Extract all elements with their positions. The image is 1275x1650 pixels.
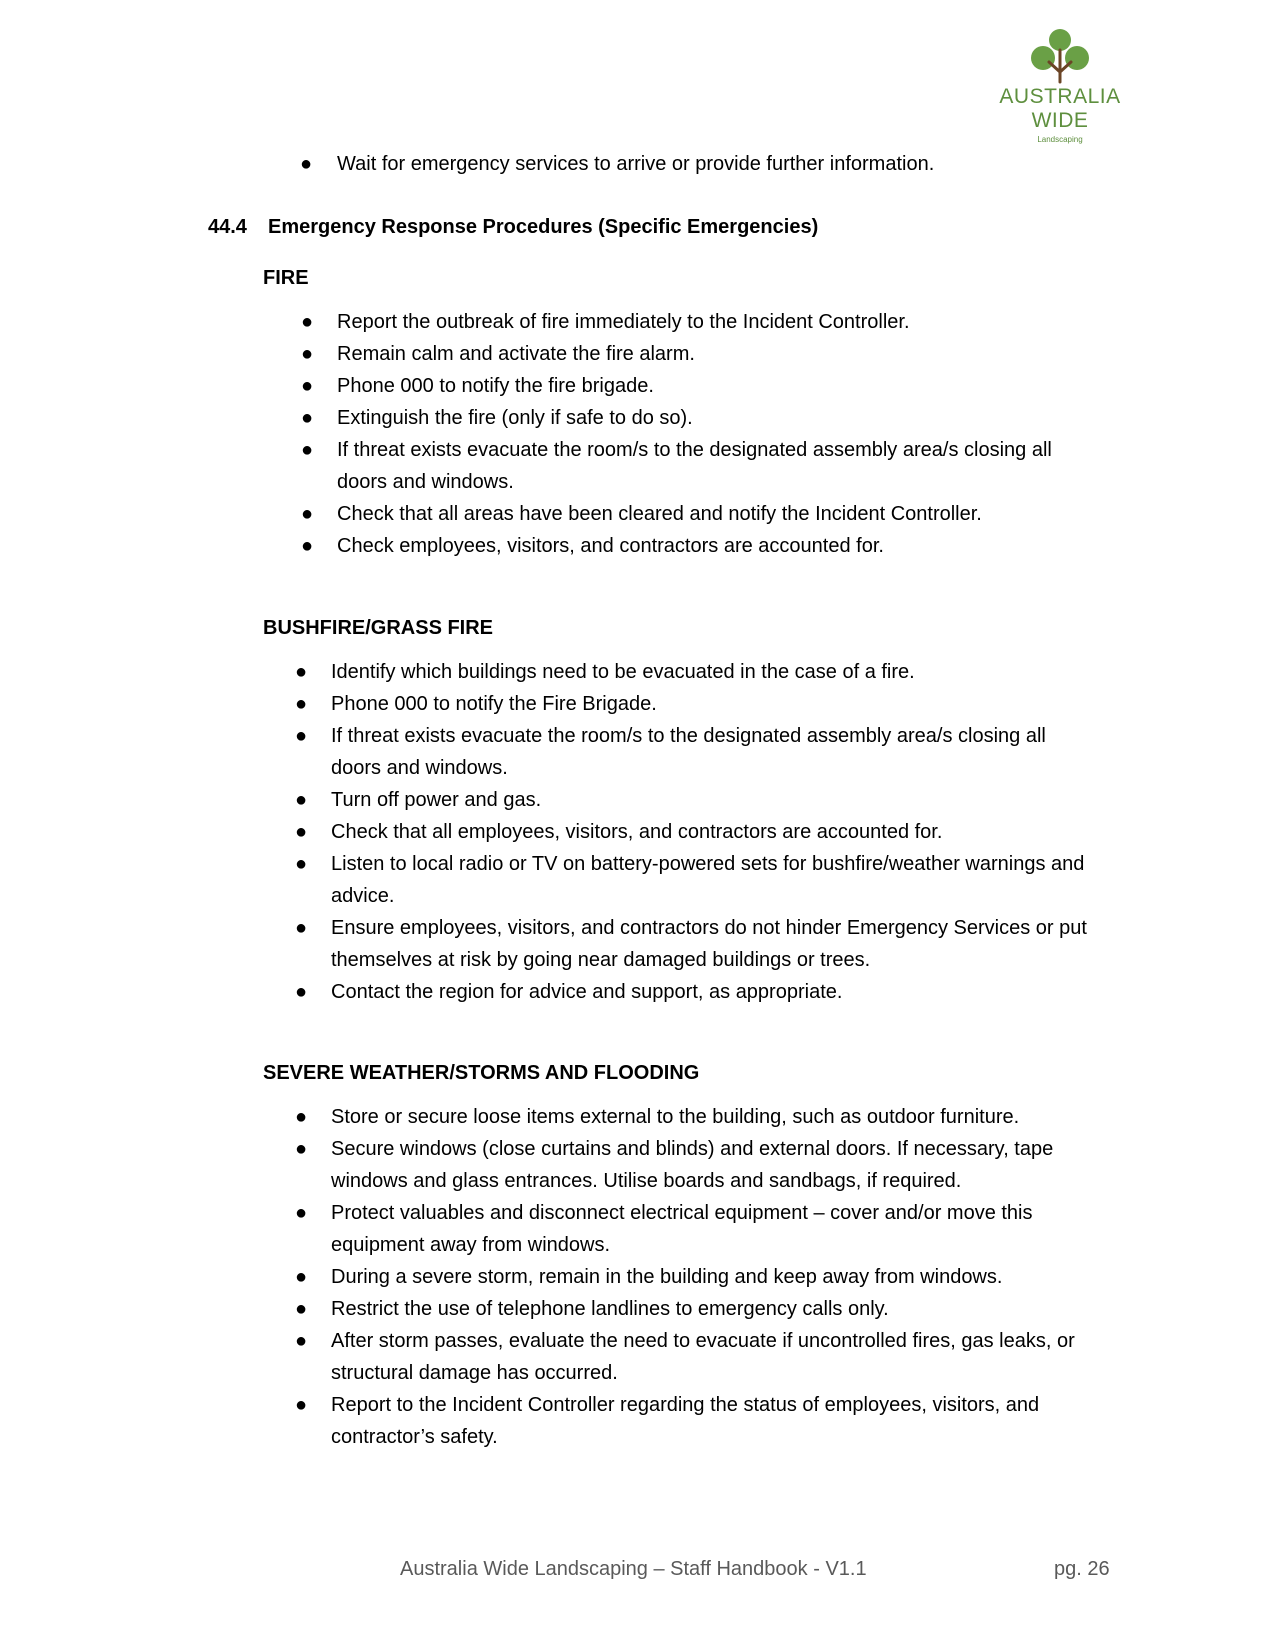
bullet-icon: ● — [295, 1298, 308, 1320]
list-item-text: Check employees, visitors, and contractors are accounted for. — [337, 535, 884, 557]
bullet-icon: ● — [295, 693, 308, 715]
bullet-icon: ● — [295, 821, 308, 843]
list-item-text: During a severe storm, remain in the building and keep away from windows. — [331, 1266, 1003, 1288]
list-item — [295, 720, 1097, 784]
footer-title: Australia Wide Landscaping – Staff Handbook - V1.1 — [400, 1558, 867, 1580]
bullet-icon: ● — [295, 1202, 308, 1224]
bullet-icon: ● — [301, 311, 314, 333]
list-item-text: Phone 000 to notify the fire brigade. — [337, 375, 654, 397]
section-number: 44.4 — [208, 216, 247, 238]
list-item-text: Store or secure loose items external to the building, such as outdoor furniture. — [331, 1106, 1020, 1128]
list-item-text: If threat exists evacuate the room/s to the designated assembly area/s closing all doors and windows. — [331, 725, 1046, 779]
logo-line-2: WIDE — [1031, 109, 1089, 132]
bullet-icon: ● — [301, 439, 314, 461]
page-number: pg. 26 — [1054, 1558, 1110, 1580]
company-logo — [990, 28, 1130, 146]
list-item-text: Secure windows (close curtains and blinds) and external doors. If necessary, tape windows and glass entrances. Utilise boards and sandbags, if required. — [331, 1138, 1054, 1192]
list-item — [295, 1101, 1121, 1133]
list-item — [295, 912, 1097, 976]
bullet-icon: ● — [295, 725, 308, 747]
list-item — [295, 1325, 1121, 1389]
list-item — [295, 1133, 1121, 1197]
bullet-icon: ● — [295, 1330, 308, 1352]
list-item-text: Turn off power and gas. — [331, 789, 542, 811]
list-item-text: Identify which buildings need to be evacuated in the case of a fire. — [331, 661, 915, 683]
bullet-icon: ● — [295, 789, 308, 811]
bullet-icon: ● — [300, 153, 313, 175]
list-item — [295, 1293, 1121, 1325]
bullet-icon: ● — [301, 535, 314, 557]
bullet-icon: ● — [295, 853, 308, 875]
bullet-icon: ● — [295, 1138, 308, 1160]
list-item — [295, 656, 1097, 688]
list-item — [295, 1261, 1121, 1293]
bullet-icon: ● — [295, 1394, 308, 1416]
list-item-text: Check that all employees, visitors, and contractors are accounted for. — [331, 821, 943, 843]
bullet-icon: ● — [301, 343, 314, 365]
bushfire-list — [295, 656, 1097, 1008]
bullet-icon: ● — [295, 661, 308, 683]
list-item — [295, 1389, 1121, 1453]
list-item-text: If threat exists evacuate the room/s to the designated assembly area/s closing all doors and windows. — [337, 439, 1052, 493]
list-item — [301, 530, 1097, 562]
list-item-text: Report the outbreak of fire immediately to the Incident Controller. — [337, 311, 910, 333]
storm-list — [295, 1101, 1121, 1453]
list-item — [301, 370, 1097, 402]
list-item — [301, 498, 1097, 530]
bullet-icon: ● — [301, 407, 314, 429]
bullet-icon: ● — [295, 1266, 308, 1288]
fire-heading: FIRE — [263, 267, 309, 289]
storm-heading: SEVERE WEATHER/STORMS AND FLOODING — [263, 1062, 700, 1084]
list-item-text: After storm passes, evaluate the need to evacuate if uncontrolled fires, gas leaks, or structural damage has occurred. — [331, 1330, 1075, 1384]
list-item-text: Report to the Incident Controller regarding the status of employees, visitors, and contractor’s safety. — [331, 1394, 1040, 1448]
list-item-text: Ensure employees, visitors, and contractors do not hinder Emergency Services or put themselves at risk by going near damaged buildings or trees. — [331, 917, 1087, 971]
tree-logo-icon — [1025, 28, 1095, 84]
bullet-icon: ● — [295, 917, 308, 939]
list-item — [301, 402, 1097, 434]
bullet-icon: ● — [301, 375, 314, 397]
list-item — [295, 688, 1097, 720]
list-item-text: Restrict the use of telephone landlines to emergency calls only. — [331, 1298, 889, 1320]
list-item-text: Protect valuables and disconnect electrical equipment – cover and/or move this equipment away from windows. — [331, 1202, 1033, 1256]
list-item — [301, 434, 1097, 498]
list-item — [295, 1197, 1121, 1261]
list-item — [301, 306, 1097, 338]
bushfire-heading: BUSHFIRE/GRASS FIRE — [263, 617, 494, 639]
list-item-text: Phone 000 to notify the Fire Brigade. — [331, 693, 657, 715]
list-item-text: Remain calm and activate the fire alarm. — [337, 343, 695, 365]
list-item — [295, 784, 1097, 816]
list-item-text: Contact the region for advice and support, as appropriate. — [331, 981, 843, 1003]
logo-line-1: AUSTRALIA — [999, 85, 1121, 108]
list-item-text: Check that all areas have been cleared and notify the Incident Controller. — [337, 503, 982, 525]
list-item — [301, 338, 1097, 370]
fire-list — [301, 306, 1097, 562]
section-title: Emergency Response Procedures (Specific Emergencies) — [268, 216, 819, 238]
list-item — [295, 848, 1097, 912]
list-item-text: Listen to local radio or TV on battery-powered sets for bushfire/weather warnings and advice. — [331, 853, 1085, 907]
list-item — [295, 816, 1097, 848]
list-item-text: Wait for emergency services to arrive or provide further information. — [337, 153, 935, 175]
bullet-icon: ● — [295, 981, 308, 1003]
bullet-icon: ● — [301, 503, 314, 525]
list-item — [295, 976, 1097, 1008]
logo-line-3: Landscaping — [1037, 135, 1083, 144]
list-item-text: Extinguish the fire (only if safe to do so). — [337, 407, 693, 429]
bullet-icon: ● — [295, 1106, 308, 1128]
